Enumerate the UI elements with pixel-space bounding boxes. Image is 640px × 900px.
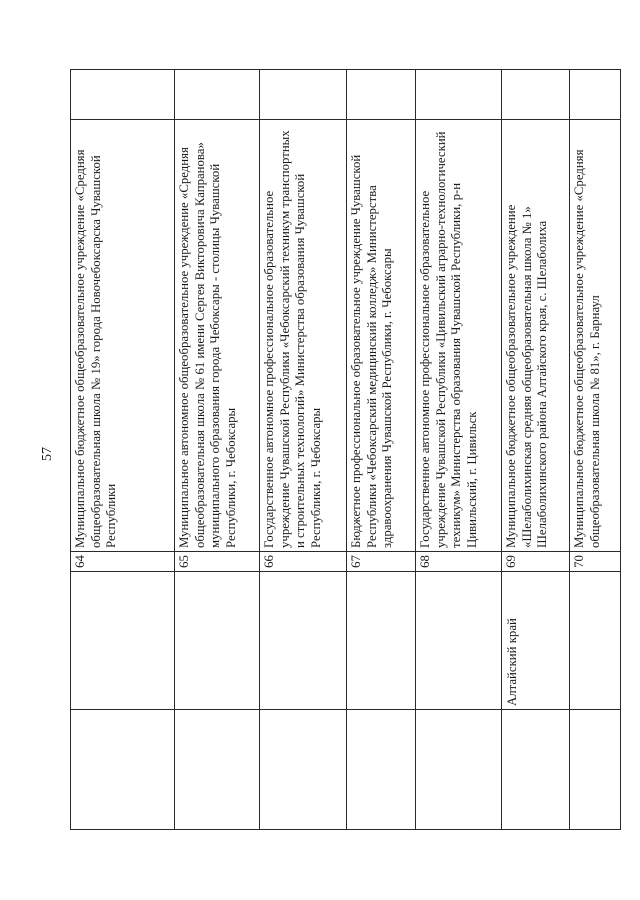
institution-name: Муниципальное бюджетное общеобразовательное учреждение «Средняя общеобразовательная школа № 19» города Новочебоксарска Чувашской Республики (71, 120, 175, 552)
empty-cell (260, 70, 347, 120)
empty-cell (175, 70, 260, 120)
empty-cell (71, 710, 175, 830)
empty-cell (260, 710, 347, 830)
page-number: 57 (40, 447, 55, 461)
institution-name: Государственное автономное профессиональное образовательное учреждение Чувашской Республики «Цивильский аграрно-технологический техникум» Министерства образования Чувашской Республики, р-н Цивильский, г. Цивильск (416, 120, 502, 552)
institution-name: Государственное автономное профессиональное образовательное учреждение Чувашской Республики «Чебоксарский техникум транспортных и строительных технологий» Министерства образования Чувашской Республики, г. Чебоксары (260, 120, 347, 552)
table-row (175, 70, 260, 830)
empty-cell (71, 70, 175, 120)
row-number: 69 (502, 552, 570, 572)
region-cell (570, 572, 621, 710)
region-cell: Алтайский край (502, 572, 570, 710)
empty-cell (570, 70, 621, 120)
table-row (71, 70, 175, 830)
table-row (570, 70, 621, 830)
row-number: 64 (71, 552, 175, 572)
empty-cell (347, 70, 416, 120)
region-cell (175, 572, 260, 710)
table-row (260, 70, 347, 830)
empty-cell (347, 710, 416, 830)
row-number: 68 (416, 552, 502, 572)
empty-cell (416, 710, 502, 830)
empty-cell (570, 710, 621, 830)
row-number: 70 (570, 552, 621, 572)
institution-name: Муниципальное автономное общеобразовательное учреждение «Средняя общеобразовательная школа № 61 имени Сергея Викторовича Капранова» муниципального образования города Чебоксары - столицы Чувашской Республики, г. Чебоксары (175, 120, 260, 552)
empty-cell (502, 710, 570, 830)
row-number: 65 (175, 552, 260, 572)
table-row (347, 70, 416, 830)
institutions-table (70, 69, 621, 830)
row-number: 67 (347, 552, 416, 572)
region-cell (416, 572, 502, 710)
institution-name: Муниципальное бюджетное общеобразовательное учреждение «Шелаболихинская средняя общеобразовательная школа № 1» Шелаболихинского района Алтайского края, с. Шелаболиха (502, 120, 570, 552)
region-cell (260, 572, 347, 710)
row-number: 66 (260, 552, 347, 572)
table-row (416, 70, 502, 830)
institution-name: Бюджетное профессиональное образовательное учреждение Чувашской Республики «Чебоксарский медицинский колледж» Министерства здравоохранения Чувашской Республики, г. Чебоксары (347, 120, 416, 552)
empty-cell (416, 70, 502, 120)
empty-cell (502, 70, 570, 120)
region-cell (347, 572, 416, 710)
region-cell (71, 572, 175, 710)
table-row (502, 70, 570, 830)
empty-cell (175, 710, 260, 830)
institution-name: Муниципальное бюджетное общеобразовательное учреждение «Средняя общеобразовательная школа № 81», г. Барнаул (570, 120, 621, 552)
rotated-table-container (70, 70, 620, 830)
